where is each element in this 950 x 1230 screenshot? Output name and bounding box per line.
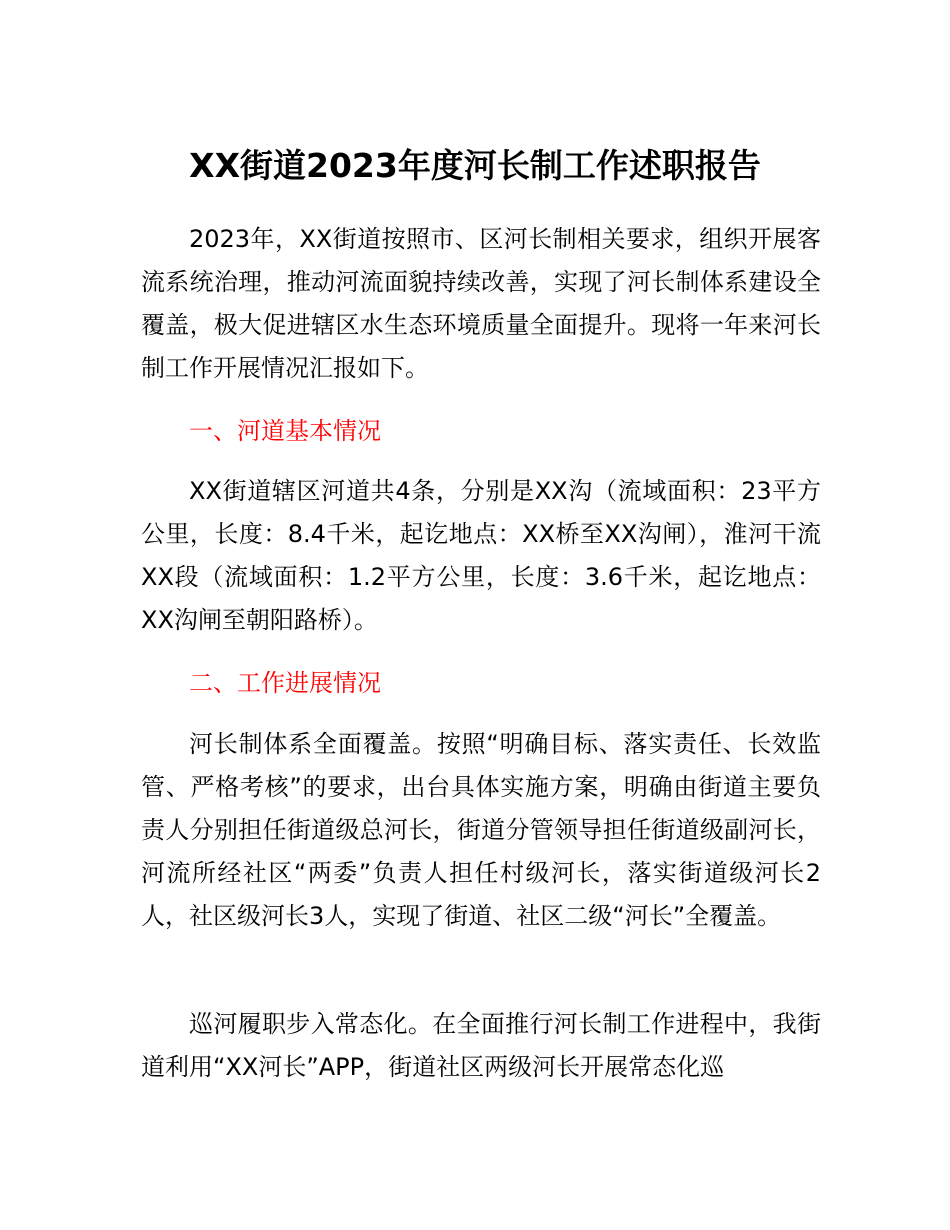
river-basics-paragraph: XX街道辖区河道共4条，分别是XX沟（流域面积：23平方公里，长度：8.4千米，起讫地点：XX桥至XX沟闸），淮河干流XX段（流域面积：1.2平方公里，长度：3.6千米，起讫地点：XX沟闸至朝阳路桥）。: [141, 477, 821, 634]
patrol-paragraph: 巡河履职步入常态化。在全面推行河长制工作进程中，我街道利用“XX河长”APP，街道社区两级河长开展常态化巡: [141, 1010, 821, 1081]
intro-paragraph: 2023年，XX街道按照市、区河长制相关要求，组织开展客流系统治理，推动河流面貌持续改善，实现了河长制体系建设全覆盖，极大促进辖区水生态环境质量全面提升。现将一年来河长制工作开展情况汇报如下。: [141, 225, 821, 382]
system-coverage-paragraph: 河长制体系全面覆盖。按照“明确目标、落实责任、长效监管、严格考核”的要求，出台具体实施方案，明确由街道主要负责人分别担任街道级总河长，街道分管领导担任街道级副河长，河流所经社区“两委”负责人担任村级河长，落实街道级河长2人，社区级河长3人，实现了街道、社区二级“河长”全覆盖。: [141, 730, 821, 930]
section-heading-2: 二、工作进展情况: [189, 669, 381, 697]
document-title: XX街道2023年度河长制工作述职报告: [189, 146, 761, 185]
section-heading-1: 一、河道基本情况: [189, 417, 381, 445]
